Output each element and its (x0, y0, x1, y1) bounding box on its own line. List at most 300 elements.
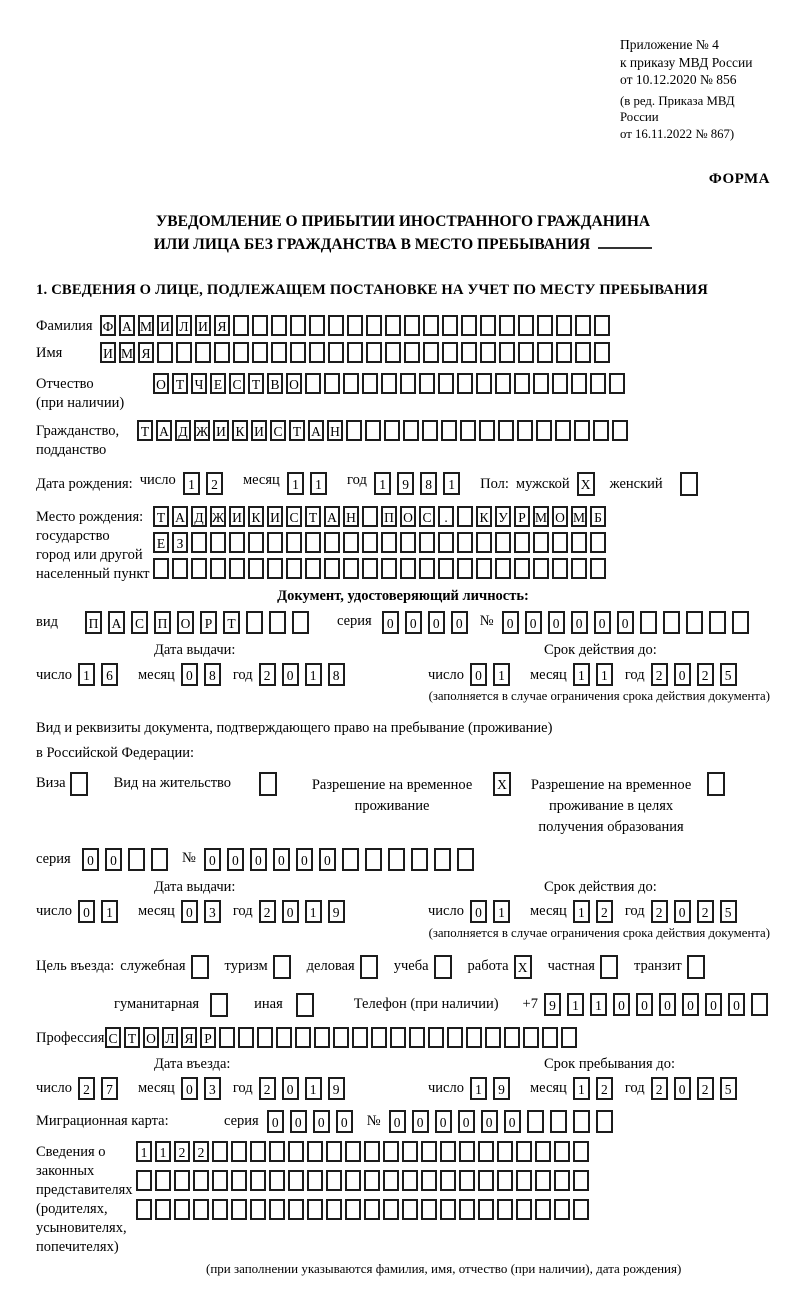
char-cell[interactable] (362, 373, 378, 394)
identity-valid-day[interactable] (470, 663, 516, 686)
char-cell[interactable] (269, 1199, 285, 1220)
char-cell[interactable] (383, 1141, 399, 1162)
purpose-official-checkbox[interactable] (191, 955, 214, 979)
char-cell[interactable]: Р (514, 506, 530, 527)
surname-boxes[interactable] (100, 315, 613, 336)
char-cell[interactable] (594, 342, 610, 363)
char-cell[interactable]: С (105, 1027, 121, 1048)
char-cell[interactable]: 0 (181, 1077, 198, 1100)
char-cell[interactable] (476, 373, 492, 394)
char-cell[interactable] (517, 420, 533, 441)
char-cell[interactable]: Е (210, 373, 226, 394)
char-cell[interactable]: 0 (674, 663, 691, 686)
char-cell[interactable]: 0 (82, 848, 99, 871)
char-cell[interactable] (409, 1027, 425, 1048)
char-cell[interactable]: С (131, 611, 148, 634)
char-cell[interactable] (457, 532, 473, 553)
char-cell[interactable] (438, 532, 454, 553)
char-cell[interactable] (271, 342, 287, 363)
char-cell[interactable] (345, 1141, 361, 1162)
char-cell[interactable] (305, 373, 321, 394)
char-cell[interactable]: 1 (573, 900, 590, 923)
char-cell[interactable]: 2 (259, 1077, 276, 1100)
representatives-row1-boxes[interactable] (136, 1141, 592, 1162)
char-cell[interactable] (497, 1141, 513, 1162)
char-cell[interactable] (404, 342, 420, 363)
char-cell[interactable]: 0 (282, 1077, 299, 1100)
char-cell[interactable]: Н (327, 420, 343, 441)
purpose-study-checkbox[interactable] (434, 955, 457, 979)
char-cell[interactable] (411, 848, 428, 871)
char-cell[interactable] (305, 532, 321, 553)
char-cell[interactable] (495, 373, 511, 394)
char-cell[interactable]: К (248, 506, 264, 527)
char-cell[interactable] (590, 558, 606, 579)
char-cell[interactable]: 0 (525, 611, 542, 634)
char-cell[interactable] (388, 848, 405, 871)
char-cell[interactable]: О (153, 373, 169, 394)
char-cell[interactable] (259, 772, 277, 796)
char-cell[interactable] (612, 420, 628, 441)
char-cell[interactable]: 0 (674, 1077, 691, 1100)
char-cell[interactable]: А (172, 506, 188, 527)
char-cell[interactable] (571, 373, 587, 394)
visa-checkbox[interactable] (70, 772, 88, 796)
char-cell[interactable] (191, 532, 207, 553)
purpose-private-checkbox[interactable] (600, 955, 623, 979)
char-cell[interactable]: 0 (78, 900, 95, 923)
char-cell[interactable]: С (229, 373, 245, 394)
char-cell[interactable] (556, 342, 572, 363)
char-cell[interactable] (238, 1027, 254, 1048)
char-cell[interactable] (479, 420, 495, 441)
char-cell[interactable]: 0 (636, 993, 653, 1016)
entry-day[interactable] (78, 1077, 124, 1100)
char-cell[interactable]: А (108, 611, 125, 634)
birthplace-row3-boxes[interactable] (153, 558, 609, 579)
char-cell[interactable]: . (438, 506, 454, 527)
phone-boxes[interactable] (544, 993, 774, 1016)
char-cell[interactable] (680, 472, 698, 496)
char-cell[interactable] (640, 611, 657, 634)
char-cell[interactable]: 0 (181, 663, 198, 686)
temp-residence-checkbox[interactable] (493, 772, 511, 796)
char-cell[interactable]: Ф (100, 315, 116, 336)
char-cell[interactable] (345, 1170, 361, 1191)
char-cell[interactable] (314, 1027, 330, 1048)
char-cell[interactable] (383, 1199, 399, 1220)
char-cell[interactable]: 0 (659, 993, 676, 1016)
char-cell[interactable] (466, 1027, 482, 1048)
char-cell[interactable] (419, 532, 435, 553)
migration-series-boxes[interactable] (267, 1110, 359, 1133)
char-cell[interactable]: Т (124, 1027, 140, 1048)
char-cell[interactable]: 1 (374, 472, 391, 495)
char-cell[interactable]: 1 (590, 993, 607, 1016)
char-cell[interactable] (556, 315, 572, 336)
char-cell[interactable] (495, 532, 511, 553)
char-cell[interactable]: 0 (290, 1110, 307, 1133)
doc-series-boxes[interactable] (382, 611, 474, 634)
birthplace-row2-boxes[interactable] (153, 532, 609, 553)
char-cell[interactable] (751, 993, 768, 1016)
char-cell[interactable] (366, 342, 382, 363)
char-cell[interactable]: 5 (720, 1077, 737, 1100)
entry-year[interactable] (259, 1077, 351, 1100)
char-cell[interactable] (271, 315, 287, 336)
char-cell[interactable]: З (172, 532, 188, 553)
birthplace-row1-boxes[interactable] (153, 506, 609, 527)
purpose-work-checkbox[interactable] (514, 955, 537, 979)
char-cell[interactable] (573, 1170, 589, 1191)
char-cell[interactable] (573, 1199, 589, 1220)
char-cell[interactable] (371, 1027, 387, 1048)
char-cell[interactable] (326, 1170, 342, 1191)
char-cell[interactable]: 0 (319, 848, 336, 871)
representatives-row3-boxes[interactable] (136, 1199, 592, 1220)
char-cell[interactable] (381, 558, 397, 579)
char-cell[interactable]: 0 (181, 900, 198, 923)
char-cell[interactable]: А (324, 506, 340, 527)
char-cell[interactable] (600, 955, 618, 979)
char-cell[interactable]: 9 (493, 1077, 510, 1100)
char-cell[interactable]: 2 (259, 900, 276, 923)
char-cell[interactable]: X (514, 955, 532, 979)
char-cell[interactable]: Т (137, 420, 153, 441)
profession-boxes[interactable] (105, 1027, 580, 1048)
char-cell[interactable] (438, 373, 454, 394)
char-cell[interactable] (347, 315, 363, 336)
stay-until-month[interactable] (573, 1077, 619, 1100)
citizenship-boxes[interactable] (137, 420, 631, 441)
representatives-row2-boxes[interactable] (136, 1170, 592, 1191)
char-cell[interactable] (307, 1141, 323, 1162)
char-cell[interactable]: П (154, 611, 171, 634)
char-cell[interactable] (307, 1199, 323, 1220)
char-cell[interactable]: К (476, 506, 492, 527)
char-cell[interactable]: 0 (296, 848, 313, 871)
sex-female-checkbox[interactable] (680, 472, 698, 496)
char-cell[interactable]: 9 (328, 1077, 345, 1100)
char-cell[interactable]: 0 (336, 1110, 353, 1133)
char-cell[interactable]: 1 (310, 472, 327, 495)
char-cell[interactable] (537, 342, 553, 363)
char-cell[interactable] (352, 1027, 368, 1048)
char-cell[interactable] (212, 1141, 228, 1162)
residence-permit-checkbox[interactable] (259, 772, 277, 796)
char-cell[interactable] (174, 1170, 190, 1191)
char-cell[interactable] (542, 1027, 558, 1048)
char-cell[interactable]: 0 (682, 993, 699, 1016)
char-cell[interactable]: 1 (567, 993, 584, 1016)
purpose-tourism-checkbox[interactable] (273, 955, 296, 979)
char-cell[interactable]: 2 (78, 1077, 95, 1100)
identity-valid-month[interactable] (573, 663, 619, 686)
char-cell[interactable]: 0 (481, 1110, 498, 1133)
char-cell[interactable]: И (213, 420, 229, 441)
char-cell[interactable]: 5 (720, 663, 737, 686)
char-cell[interactable] (575, 342, 591, 363)
char-cell[interactable] (590, 532, 606, 553)
char-cell[interactable]: Т (172, 373, 188, 394)
char-cell[interactable]: X (493, 772, 511, 796)
char-cell[interactable]: 0 (273, 848, 290, 871)
char-cell[interactable] (269, 1170, 285, 1191)
char-cell[interactable] (686, 611, 703, 634)
char-cell[interactable]: О (143, 1027, 159, 1048)
char-cell[interactable] (596, 1110, 613, 1133)
char-cell[interactable] (476, 558, 492, 579)
char-cell[interactable] (381, 373, 397, 394)
char-cell[interactable] (594, 315, 610, 336)
char-cell[interactable] (447, 1027, 463, 1048)
char-cell[interactable]: И (251, 420, 267, 441)
char-cell[interactable]: 3 (204, 900, 221, 923)
char-cell[interactable] (516, 1170, 532, 1191)
char-cell[interactable] (419, 373, 435, 394)
char-cell[interactable] (324, 373, 340, 394)
char-cell[interactable] (593, 420, 609, 441)
char-cell[interactable] (516, 1141, 532, 1162)
char-cell[interactable] (516, 1199, 532, 1220)
identity-valid-year[interactable] (651, 663, 743, 686)
char-cell[interactable] (499, 342, 515, 363)
char-cell[interactable]: И (100, 342, 116, 363)
char-cell[interactable]: Я (181, 1027, 197, 1048)
char-cell[interactable] (172, 558, 188, 579)
char-cell[interactable] (440, 1170, 456, 1191)
char-cell[interactable]: 8 (204, 663, 221, 686)
char-cell[interactable] (366, 315, 382, 336)
stay-until-year[interactable] (651, 1077, 743, 1100)
char-cell[interactable] (176, 342, 192, 363)
char-cell[interactable]: 2 (651, 900, 668, 923)
char-cell[interactable] (231, 1199, 247, 1220)
char-cell[interactable]: 0 (227, 848, 244, 871)
char-cell[interactable]: 9 (328, 900, 345, 923)
char-cell[interactable]: 0 (470, 663, 487, 686)
char-cell[interactable] (457, 848, 474, 871)
char-cell[interactable]: 1 (493, 663, 510, 686)
char-cell[interactable] (428, 1027, 444, 1048)
char-cell[interactable] (421, 1170, 437, 1191)
char-cell[interactable]: 1 (443, 472, 460, 495)
char-cell[interactable] (403, 420, 419, 441)
char-cell[interactable] (362, 558, 378, 579)
identity-issue-year[interactable] (259, 663, 351, 686)
char-cell[interactable] (250, 1170, 266, 1191)
char-cell[interactable] (214, 342, 230, 363)
char-cell[interactable] (400, 532, 416, 553)
char-cell[interactable] (459, 1199, 475, 1220)
identity-issue-month[interactable] (181, 663, 227, 686)
birth-year-boxes[interactable] (374, 472, 466, 495)
char-cell[interactable] (365, 420, 381, 441)
char-cell[interactable]: 1 (305, 900, 322, 923)
char-cell[interactable] (459, 1141, 475, 1162)
char-cell[interactable] (480, 342, 496, 363)
char-cell[interactable] (343, 558, 359, 579)
char-cell[interactable]: И (195, 315, 211, 336)
stay-valid-day[interactable] (470, 900, 516, 923)
char-cell[interactable]: 0 (428, 611, 445, 634)
char-cell[interactable]: 1 (573, 1077, 590, 1100)
char-cell[interactable] (400, 373, 416, 394)
char-cell[interactable] (535, 1170, 551, 1191)
char-cell[interactable]: 2 (596, 1077, 613, 1100)
char-cell[interactable] (267, 558, 283, 579)
char-cell[interactable]: 2 (259, 663, 276, 686)
char-cell[interactable]: 0 (705, 993, 722, 1016)
char-cell[interactable] (457, 373, 473, 394)
char-cell[interactable]: Д (175, 420, 191, 441)
char-cell[interactable]: 1 (305, 663, 322, 686)
char-cell[interactable] (440, 1199, 456, 1220)
purpose-transit-checkbox[interactable] (687, 955, 710, 979)
char-cell[interactable] (269, 611, 286, 634)
char-cell[interactable] (514, 558, 530, 579)
char-cell[interactable] (250, 1141, 266, 1162)
char-cell[interactable]: О (286, 373, 302, 394)
char-cell[interactable] (269, 1141, 285, 1162)
char-cell[interactable]: 9 (397, 472, 414, 495)
char-cell[interactable]: 1 (305, 1077, 322, 1100)
char-cell[interactable] (533, 373, 549, 394)
char-cell[interactable]: 0 (728, 993, 745, 1016)
char-cell[interactable] (309, 342, 325, 363)
char-cell[interactable] (400, 558, 416, 579)
char-cell[interactable] (252, 342, 268, 363)
char-cell[interactable] (342, 848, 359, 871)
char-cell[interactable]: В (267, 373, 283, 394)
char-cell[interactable] (231, 1141, 247, 1162)
char-cell[interactable] (518, 315, 534, 336)
char-cell[interactable] (478, 1170, 494, 1191)
purpose-other-checkbox[interactable] (296, 993, 319, 1017)
char-cell[interactable] (362, 506, 378, 527)
char-cell[interactable]: 1 (470, 1077, 487, 1100)
char-cell[interactable]: Л (162, 1027, 178, 1048)
char-cell[interactable] (533, 532, 549, 553)
char-cell[interactable] (364, 1141, 380, 1162)
char-cell[interactable]: 0 (470, 900, 487, 923)
char-cell[interactable]: Е (153, 532, 169, 553)
char-cell[interactable]: 0 (451, 611, 468, 634)
char-cell[interactable] (537, 315, 553, 336)
char-cell[interactable] (554, 1170, 570, 1191)
char-cell[interactable] (554, 1199, 570, 1220)
char-cell[interactable]: 0 (594, 611, 611, 634)
char-cell[interactable] (286, 558, 302, 579)
char-cell[interactable] (457, 558, 473, 579)
char-cell[interactable] (333, 1027, 349, 1048)
char-cell[interactable] (504, 1027, 520, 1048)
char-cell[interactable] (307, 1170, 323, 1191)
char-cell[interactable] (442, 315, 458, 336)
char-cell[interactable] (390, 1027, 406, 1048)
char-cell[interactable] (290, 342, 306, 363)
char-cell[interactable] (174, 1199, 190, 1220)
migration-number-boxes[interactable] (389, 1110, 619, 1133)
char-cell[interactable] (219, 1027, 235, 1048)
char-cell[interactable] (419, 558, 435, 579)
char-cell[interactable] (248, 558, 264, 579)
char-cell[interactable] (478, 1199, 494, 1220)
char-cell[interactable] (573, 1110, 590, 1133)
char-cell[interactable] (459, 1170, 475, 1191)
char-cell[interactable]: 8 (328, 663, 345, 686)
char-cell[interactable] (476, 532, 492, 553)
char-cell[interactable] (364, 1199, 380, 1220)
char-cell[interactable]: Т (223, 611, 240, 634)
char-cell[interactable] (561, 1027, 577, 1048)
char-cell[interactable]: 9 (544, 993, 561, 1016)
birth-day-boxes[interactable] (183, 472, 229, 495)
char-cell[interactable] (360, 955, 378, 979)
temp-residence-edu-checkbox[interactable] (707, 772, 725, 796)
char-cell[interactable]: М (138, 315, 154, 336)
char-cell[interactable] (155, 1170, 171, 1191)
char-cell[interactable] (571, 532, 587, 553)
char-cell[interactable]: П (85, 611, 102, 634)
char-cell[interactable]: 0 (548, 611, 565, 634)
char-cell[interactable] (421, 1141, 437, 1162)
char-cell[interactable]: О (177, 611, 194, 634)
char-cell[interactable]: У (495, 506, 511, 527)
char-cell[interactable]: Т (305, 506, 321, 527)
char-cell[interactable] (233, 342, 249, 363)
char-cell[interactable]: А (308, 420, 324, 441)
char-cell[interactable] (345, 1199, 361, 1220)
char-cell[interactable] (404, 315, 420, 336)
char-cell[interactable]: Ч (191, 373, 207, 394)
char-cell[interactable] (288, 1170, 304, 1191)
char-cell[interactable] (365, 848, 382, 871)
char-cell[interactable]: 2 (651, 1077, 668, 1100)
char-cell[interactable] (210, 993, 228, 1017)
entry-month[interactable] (181, 1077, 227, 1100)
char-cell[interactable] (193, 1170, 209, 1191)
char-cell[interactable]: 0 (613, 993, 630, 1016)
char-cell[interactable] (326, 1199, 342, 1220)
char-cell[interactable]: Б (590, 506, 606, 527)
char-cell[interactable]: 6 (101, 663, 118, 686)
char-cell[interactable] (609, 373, 625, 394)
char-cell[interactable] (288, 1141, 304, 1162)
char-cell[interactable] (709, 611, 726, 634)
char-cell[interactable]: М (571, 506, 587, 527)
char-cell[interactable]: П (381, 506, 397, 527)
char-cell[interactable] (252, 315, 268, 336)
char-cell[interactable]: 0 (674, 900, 691, 923)
char-cell[interactable] (495, 558, 511, 579)
char-cell[interactable] (550, 1110, 567, 1133)
char-cell[interactable]: Т (289, 420, 305, 441)
char-cell[interactable]: 0 (571, 611, 588, 634)
char-cell[interactable] (440, 1141, 456, 1162)
sex-male-checkbox[interactable] (577, 472, 595, 496)
char-cell[interactable] (687, 955, 705, 979)
stay-number-boxes[interactable] (204, 848, 480, 871)
char-cell[interactable]: 8 (420, 472, 437, 495)
char-cell[interactable] (257, 1027, 273, 1048)
doc-number-boxes[interactable] (502, 611, 755, 634)
char-cell[interactable]: 2 (193, 1141, 209, 1162)
char-cell[interactable]: 3 (204, 1077, 221, 1100)
char-cell[interactable] (457, 506, 473, 527)
char-cell[interactable]: И (267, 506, 283, 527)
char-cell[interactable] (290, 315, 306, 336)
